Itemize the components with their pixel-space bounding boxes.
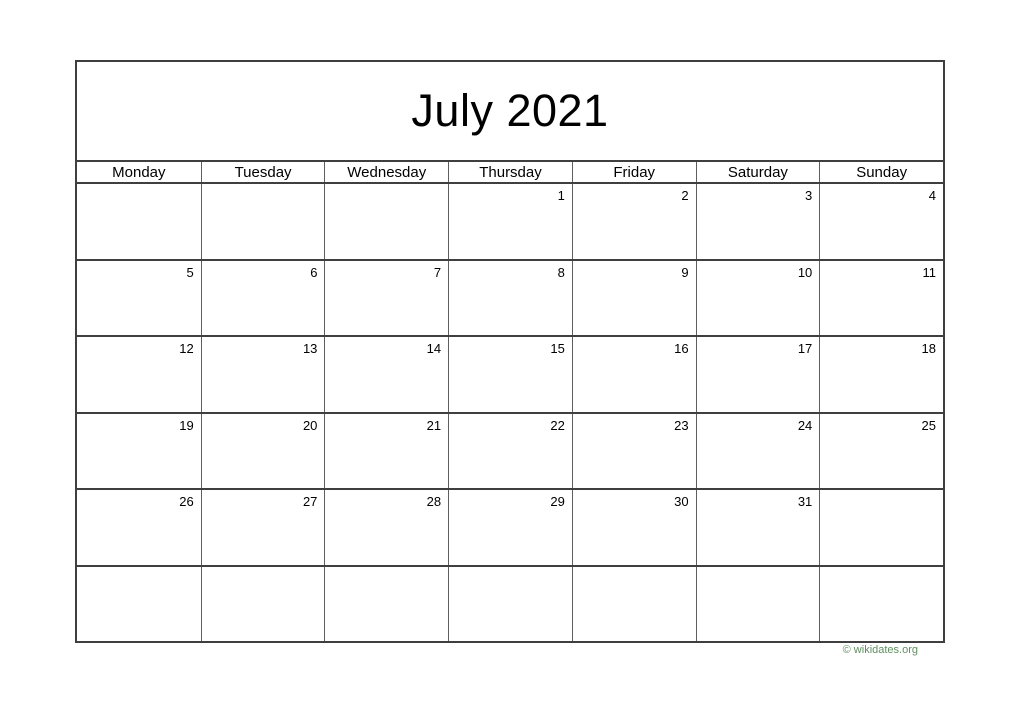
day-cell-28	[324, 490, 448, 565]
day-cell-empty	[448, 567, 572, 642]
day-number: 14	[426, 341, 442, 356]
day-cell-empty	[819, 567, 943, 642]
day-number: 6	[310, 264, 318, 280]
day-cell-empty	[201, 184, 325, 259]
day-number: 4	[928, 188, 936, 203]
day-number: 2	[681, 188, 689, 203]
day-cell-29	[448, 490, 572, 565]
day-cell-25	[819, 414, 943, 489]
day-cell-8	[448, 261, 572, 336]
day-header-thursday: Thursday	[448, 162, 572, 182]
day-cell-3	[696, 184, 820, 259]
day-cell-16	[572, 337, 696, 412]
day-header-saturday: Saturday	[696, 162, 820, 182]
day-number: 22	[550, 417, 565, 433]
day-cell-empty	[77, 184, 201, 259]
day-number: 11	[922, 264, 936, 280]
day-number: 17	[797, 341, 813, 356]
day-number: 24	[797, 417, 813, 433]
day-cell-5	[77, 261, 201, 336]
day-number: 27	[302, 494, 318, 509]
day-header-tuesday: Tuesday	[201, 162, 325, 182]
day-of-week-header-row	[77, 160, 943, 184]
day-header-friday: Friday	[572, 162, 696, 182]
day-number: 5	[186, 264, 194, 280]
day-number: 31	[797, 494, 813, 509]
day-number: 15	[550, 341, 565, 356]
day-cell-31	[696, 490, 820, 565]
day-number: 28	[426, 494, 442, 509]
day-cell-empty	[324, 567, 448, 642]
day-cell-2	[572, 184, 696, 259]
week-row-5	[77, 488, 943, 565]
day-cell-6	[201, 261, 325, 336]
day-cell-9	[572, 261, 696, 336]
watermark: © wikidates.org	[842, 644, 918, 656]
day-number: 29	[550, 494, 565, 509]
day-header-sunday: Sunday	[819, 162, 943, 182]
day-number: 18	[921, 341, 936, 356]
day-cell-20	[201, 414, 325, 489]
day-cell-7	[324, 261, 448, 336]
day-cell-12	[77, 337, 201, 412]
calendar-title: July 2021	[411, 85, 609, 136]
day-cell-empty	[201, 567, 325, 642]
day-cell-26	[77, 490, 201, 565]
day-cell-empty	[696, 567, 820, 642]
day-number: 9	[681, 264, 689, 280]
day-number: 10	[797, 264, 813, 280]
calendar-grid	[77, 184, 943, 641]
day-number: 21	[426, 417, 442, 433]
day-cell-15	[448, 337, 572, 412]
day-cell-23	[572, 414, 696, 489]
week-row-4	[77, 412, 943, 489]
day-cell-22	[448, 414, 572, 489]
day-header-monday: Monday	[112, 163, 166, 181]
day-cell-4	[819, 184, 943, 259]
week-row-2	[77, 259, 943, 336]
day-cell-30	[572, 490, 696, 565]
day-cell-empty	[77, 567, 201, 642]
week-row-1	[77, 184, 943, 259]
day-number: 8	[557, 264, 565, 280]
day-cell-19	[77, 414, 201, 489]
day-cell-27	[201, 490, 325, 565]
week-row-3	[77, 335, 943, 412]
day-cell-empty	[324, 184, 448, 259]
day-cell-13	[201, 337, 325, 412]
day-number: 26	[179, 494, 194, 509]
calendar	[75, 60, 945, 643]
day-header-wednesday: Wednesday	[324, 162, 448, 182]
day-cell-21	[324, 414, 448, 489]
day-cell-1	[448, 184, 572, 259]
day-cell-18	[819, 337, 943, 412]
day-number: 12	[179, 341, 194, 356]
day-number: 19	[179, 417, 194, 433]
day-number: 30	[674, 494, 689, 509]
day-cell-10	[696, 261, 820, 336]
day-number: 13	[302, 341, 318, 356]
day-cell-17	[696, 337, 820, 412]
day-cell-empty	[819, 490, 943, 565]
day-number: 3	[805, 188, 813, 203]
day-number: 7	[433, 264, 442, 280]
day-number: 23	[674, 417, 689, 433]
day-cell-11	[819, 261, 943, 336]
day-cell-24	[696, 414, 820, 489]
day-number: 1	[557, 188, 565, 203]
day-number: 20	[302, 417, 318, 433]
day-number: 25	[921, 417, 936, 433]
day-number: 16	[674, 341, 689, 356]
day-cell-14	[324, 337, 448, 412]
week-row-6	[77, 565, 943, 642]
day-cell-empty	[572, 567, 696, 642]
